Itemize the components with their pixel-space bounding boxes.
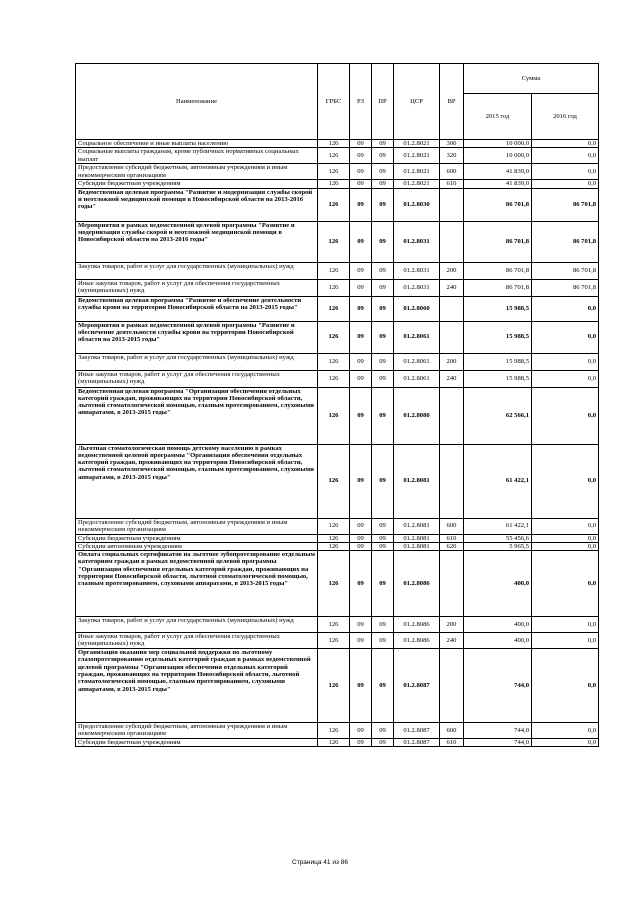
row-pr: 09	[372, 321, 394, 353]
row-grbs: 126	[318, 353, 350, 370]
row-name: Ведомственная целевая программа "Развитие и модернизация службы скорой и неотложной медицинской помощи в Новосибирской области на 2013-2016 годы"	[76, 188, 318, 221]
row-vr: 600	[440, 518, 464, 534]
row-2015: 15 988,5	[464, 353, 532, 370]
table-row	[76, 279, 599, 296]
row-rz: 09	[350, 444, 372, 518]
row-name: Предоставление субсидий бюджетным, автономным учреждениям и иным некоммерческим организациям	[76, 518, 318, 534]
row-grbs: 126	[318, 262, 350, 279]
row-name: Предоставление субсидий бюджетным, автономным учреждениям и иным некоммерческим организациям	[76, 723, 318, 739]
row-vr	[440, 321, 464, 353]
table-row	[76, 518, 599, 534]
row-rz: 09	[350, 518, 372, 534]
budget-table	[75, 63, 599, 747]
row-csr: 01.2.8086	[394, 551, 440, 617]
row-name: Иные закупки товаров, работ и услуг для обеспечения государственных (муниципальных) нужд	[76, 633, 318, 649]
table-row	[76, 164, 599, 180]
row-2015: 55 456,6	[464, 534, 532, 542]
row-2015: 10 000,0	[464, 148, 532, 164]
row-pr: 09	[372, 551, 394, 617]
table-body	[76, 140, 599, 747]
header-csr: ЦСР	[394, 64, 440, 140]
row-pr: 09	[372, 534, 394, 542]
row-vr	[440, 444, 464, 518]
row-2016: 0,0	[532, 164, 599, 180]
table-row	[76, 353, 599, 370]
row-pr: 09	[372, 353, 394, 370]
table-row	[76, 180, 599, 188]
row-grbs: 126	[318, 279, 350, 296]
row-grbs: 126	[318, 534, 350, 542]
header-grbs: ГРБС	[318, 64, 350, 140]
row-2016: 0,0	[532, 148, 599, 164]
row-2016: 86 701,8	[532, 188, 599, 221]
row-vr	[440, 649, 464, 723]
row-2016: 86 701,8	[532, 221, 599, 262]
row-csr: 01.2.8087	[394, 649, 440, 723]
row-2016: 0,0	[532, 649, 599, 723]
row-csr: 01.2.8031	[394, 262, 440, 279]
row-2016: 0,0	[532, 739, 599, 747]
row-name: Закупка товаров, работ и услуг для государственных (муниципальных) нужд	[76, 353, 318, 370]
row-rz: 09	[350, 221, 372, 262]
page-number: Страница 41 из 86	[292, 859, 348, 866]
table-row	[76, 633, 599, 649]
row-vr	[440, 387, 464, 444]
row-2015: 5 965,5	[464, 542, 532, 550]
row-vr: 240	[440, 279, 464, 296]
row-2016: 0,0	[532, 387, 599, 444]
row-pr: 09	[372, 617, 394, 633]
row-name: Иные закупки товаров, работ и услуг для обеспечения государственных (муниципальных) нужд	[76, 279, 318, 296]
row-vr: 320	[440, 148, 464, 164]
row-csr: 01.2.8061	[394, 370, 440, 387]
row-vr: 200	[440, 617, 464, 633]
row-pr: 09	[372, 444, 394, 518]
table-row	[76, 617, 599, 633]
row-name: Предоставление субсидий бюджетным, автономным учреждениям и иным некоммерческим организациям	[76, 164, 318, 180]
row-vr: 240	[440, 370, 464, 387]
header-2016: 2016 год	[532, 94, 599, 140]
row-vr: 200	[440, 262, 464, 279]
row-pr: 09	[372, 723, 394, 739]
row-2016: 0,0	[532, 617, 599, 633]
row-rz: 09	[350, 164, 372, 180]
row-vr: 600	[440, 164, 464, 180]
row-grbs: 126	[318, 387, 350, 444]
row-pr: 09	[372, 296, 394, 321]
row-2016: 0,0	[532, 180, 599, 188]
table-row	[76, 387, 599, 444]
row-grbs: 126	[318, 739, 350, 747]
row-grbs: 126	[318, 444, 350, 518]
row-2015: 62 566,1	[464, 387, 532, 444]
row-csr: 01.2.8081	[394, 518, 440, 534]
row-name: Иные закупки товаров, работ и услуг для обеспечения государственных (муниципальных) нужд	[76, 370, 318, 387]
row-vr: 600	[440, 723, 464, 739]
table-row	[76, 444, 599, 518]
row-grbs: 126	[318, 370, 350, 387]
row-rz: 09	[350, 534, 372, 542]
row-pr: 09	[372, 542, 394, 550]
row-2016: 0,0	[532, 542, 599, 550]
row-2015: 15 988,5	[464, 370, 532, 387]
row-rz: 09	[350, 551, 372, 617]
row-grbs: 126	[318, 188, 350, 221]
row-rz: 09	[350, 180, 372, 188]
table-row	[76, 551, 599, 617]
row-pr: 09	[372, 180, 394, 188]
table-row	[76, 739, 599, 747]
header-pr: ПР	[372, 64, 394, 140]
row-vr: 620	[440, 542, 464, 550]
table-row	[76, 649, 599, 723]
table-row	[76, 221, 599, 262]
row-csr: 01.2.8061	[394, 353, 440, 370]
row-2015: 400,0	[464, 617, 532, 633]
row-vr: 610	[440, 180, 464, 188]
row-name: Закупка товаров, работ и услуг для государственных (муниципальных) нужд	[76, 262, 318, 279]
row-name: Субсидии бюджетным учреждениям	[76, 180, 318, 188]
row-rz: 09	[350, 370, 372, 387]
table-row	[76, 321, 599, 353]
row-2015: 86 701,8	[464, 188, 532, 221]
table-row	[76, 148, 599, 164]
row-2015: 86 701,8	[464, 262, 532, 279]
row-pr: 09	[372, 518, 394, 534]
row-2015: 400,0	[464, 633, 532, 649]
row-2015: 15 988,5	[464, 296, 532, 321]
row-pr: 09	[372, 387, 394, 444]
row-grbs: 126	[318, 140, 350, 148]
row-name: Социальное обеспечение и иные выплаты населению	[76, 140, 318, 148]
row-csr: 01.2.8081	[394, 534, 440, 542]
row-rz: 09	[350, 723, 372, 739]
row-name: Льготная стоматологическая помощь детскому населению в рамках ведомственной целевой программы "Организация обеспечения отдельных категорий граждан, проживающих на территории Новосибирской области, льготной стоматологической помощью, глазным протезированием, слуховыми аппаратами, в 2013-2015 годы"	[76, 444, 318, 518]
row-csr: 01.2.8031	[394, 279, 440, 296]
row-rz: 09	[350, 649, 372, 723]
row-vr	[440, 188, 464, 221]
row-name: Организация оказания мер социальной поддержки по льготному глазопротезированию отдельных категорий граждан в рамках ведомственной целевой программы "Организация обеспечения отдельных категорий граждан, проживающих на территории Новосибирской области, льготной стоматологической помощью, глазным протезированием, слуховыми аппаратами, в 2013-2015 годы"	[76, 649, 318, 723]
row-csr: 01.2.8086	[394, 633, 440, 649]
row-csr: 01.2.8021	[394, 148, 440, 164]
row-pr: 09	[372, 221, 394, 262]
table-row	[76, 296, 599, 321]
row-csr: 01.2.8021	[394, 164, 440, 180]
row-2015: 61 422,1	[464, 518, 532, 534]
row-grbs: 126	[318, 551, 350, 617]
row-grbs: 126	[318, 221, 350, 262]
row-vr	[440, 296, 464, 321]
row-2015: 744,0	[464, 739, 532, 747]
row-pr: 09	[372, 140, 394, 148]
header-vr: ВР	[440, 64, 464, 140]
row-vr	[440, 551, 464, 617]
row-2015: 744,0	[464, 649, 532, 723]
row-grbs: 126	[318, 723, 350, 739]
row-pr: 09	[372, 649, 394, 723]
row-2016: 0,0	[532, 140, 599, 148]
row-csr: 01.2.8087	[394, 723, 440, 739]
row-vr: 240	[440, 633, 464, 649]
header-rz: РЗ	[350, 64, 372, 140]
row-rz: 09	[350, 262, 372, 279]
row-2016: 0,0	[532, 551, 599, 617]
row-2016: 0,0	[532, 353, 599, 370]
table-row	[76, 542, 599, 550]
row-2016: 0,0	[532, 633, 599, 649]
table-row	[76, 370, 599, 387]
row-name: Ведомственная целевая программа "Развитие и обеспечение деятельности службы крови на территории Новосибирской области на 2013-2015 годы"	[76, 296, 318, 321]
row-rz: 09	[350, 739, 372, 747]
row-2015: 10 000,0	[464, 140, 532, 148]
row-rz: 09	[350, 148, 372, 164]
row-name: Мероприятия в рамках ведомственной целевой программы "Развитие и обеспечение деятельности службы крови на территории Новосибирской области на 2013-2015 годы"	[76, 321, 318, 353]
row-grbs: 126	[318, 649, 350, 723]
row-vr: 610	[440, 534, 464, 542]
row-pr: 09	[372, 279, 394, 296]
row-rz: 09	[350, 188, 372, 221]
row-rz: 09	[350, 387, 372, 444]
row-rz: 09	[350, 279, 372, 296]
row-grbs: 126	[318, 518, 350, 534]
row-vr	[440, 221, 464, 262]
row-csr: 01.2.8060	[394, 296, 440, 321]
row-csr: 01.2.8081	[394, 542, 440, 550]
row-csr: 01.2.8021	[394, 140, 440, 148]
row-pr: 09	[372, 633, 394, 649]
table-row	[76, 188, 599, 221]
row-2016: 0,0	[532, 296, 599, 321]
row-pr: 09	[372, 262, 394, 279]
row-rz: 09	[350, 617, 372, 633]
row-vr: 200	[440, 353, 464, 370]
row-rz: 09	[350, 296, 372, 321]
row-grbs: 126	[318, 633, 350, 649]
row-2016: 0,0	[532, 534, 599, 542]
row-pr: 09	[372, 188, 394, 221]
row-name: Мероприятия в рамках ведомственной целевой программы "Развитие и модернизация службы скорой и неотложной медицинской помощи в Новосибирской области на 2013-2016 годы"	[76, 221, 318, 262]
header-sum: Сумма	[464, 64, 599, 94]
row-2015: 15 988,5	[464, 321, 532, 353]
row-csr: 01.2.8087	[394, 739, 440, 747]
header-2015: 2015 год	[464, 94, 532, 140]
row-2016: 86 701,8	[532, 279, 599, 296]
row-pr: 09	[372, 164, 394, 180]
header-name: Наименование	[76, 64, 318, 140]
row-csr: 01.2.8086	[394, 617, 440, 633]
row-grbs: 126	[318, 542, 350, 550]
table-row	[76, 723, 599, 739]
row-rz: 09	[350, 321, 372, 353]
row-2015: 86 701,8	[464, 221, 532, 262]
row-name: Оплата социальных сертификатов на льготное зубопротезирование отдельным категориям граждан в рамках ведомственной целевой программы "Организация обеспечения отдельных категорий граждан, проживающих на территории Новосибирской области, льготной стоматологической помощью, глазным протезированием, слуховыми аппаратами, в 2013-2015 годы"	[76, 551, 318, 617]
row-rz: 09	[350, 353, 372, 370]
row-csr: 01.2.8081	[394, 444, 440, 518]
row-csr: 01.2.8080	[394, 387, 440, 444]
row-name: Ведомственная целевая программа "Организация обеспечения отдельных категорий граждан, проживающих на территории Новосибирской области, льготной стоматологической помощью, глазным протезированием, слуховыми аппаратами, в 2013-2015 годы"	[76, 387, 318, 444]
row-csr: 01.2.8061	[394, 321, 440, 353]
table-row	[76, 534, 599, 542]
row-2016: 0,0	[532, 518, 599, 534]
row-pr: 09	[372, 370, 394, 387]
row-2016: 0,0	[532, 321, 599, 353]
row-2016: 86 701,8	[532, 262, 599, 279]
row-csr: 01.2.8031	[394, 221, 440, 262]
row-2016: 0,0	[532, 444, 599, 518]
row-rz: 09	[350, 542, 372, 550]
row-2016: 0,0	[532, 723, 599, 739]
row-name: Субсидии бюджетным учреждениям	[76, 534, 318, 542]
table-row	[76, 140, 599, 148]
row-grbs: 126	[318, 164, 350, 180]
row-2015: 41 839,0	[464, 180, 532, 188]
row-vr: 300	[440, 140, 464, 148]
row-rz: 09	[350, 140, 372, 148]
row-grbs: 126	[318, 148, 350, 164]
row-grbs: 126	[318, 321, 350, 353]
row-grbs: 126	[318, 296, 350, 321]
row-2016: 0,0	[532, 370, 599, 387]
row-rz: 09	[350, 633, 372, 649]
row-name: Закупка товаров, работ и услуг для государственных (муниципальных) нужд	[76, 617, 318, 633]
row-csr: 01.2.8030	[394, 188, 440, 221]
row-vr: 610	[440, 739, 464, 747]
row-name: Субсидии автономным учреждениям	[76, 542, 318, 550]
row-name: Социальные выплаты гражданам, кроме публичных нормативных социальных выплат	[76, 148, 318, 164]
row-2015: 400,0	[464, 551, 532, 617]
row-grbs: 126	[318, 180, 350, 188]
row-csr: 01.2.8021	[394, 180, 440, 188]
row-grbs: 126	[318, 617, 350, 633]
row-name: Субсидии бюджетным учреждениям	[76, 739, 318, 747]
row-2015: 41 839,0	[464, 164, 532, 180]
row-2015: 744,0	[464, 723, 532, 739]
table-row	[76, 262, 599, 279]
row-2015: 61 422,1	[464, 444, 532, 518]
row-pr: 09	[372, 739, 394, 747]
row-2015: 86 701,8	[464, 279, 532, 296]
row-pr: 09	[372, 148, 394, 164]
